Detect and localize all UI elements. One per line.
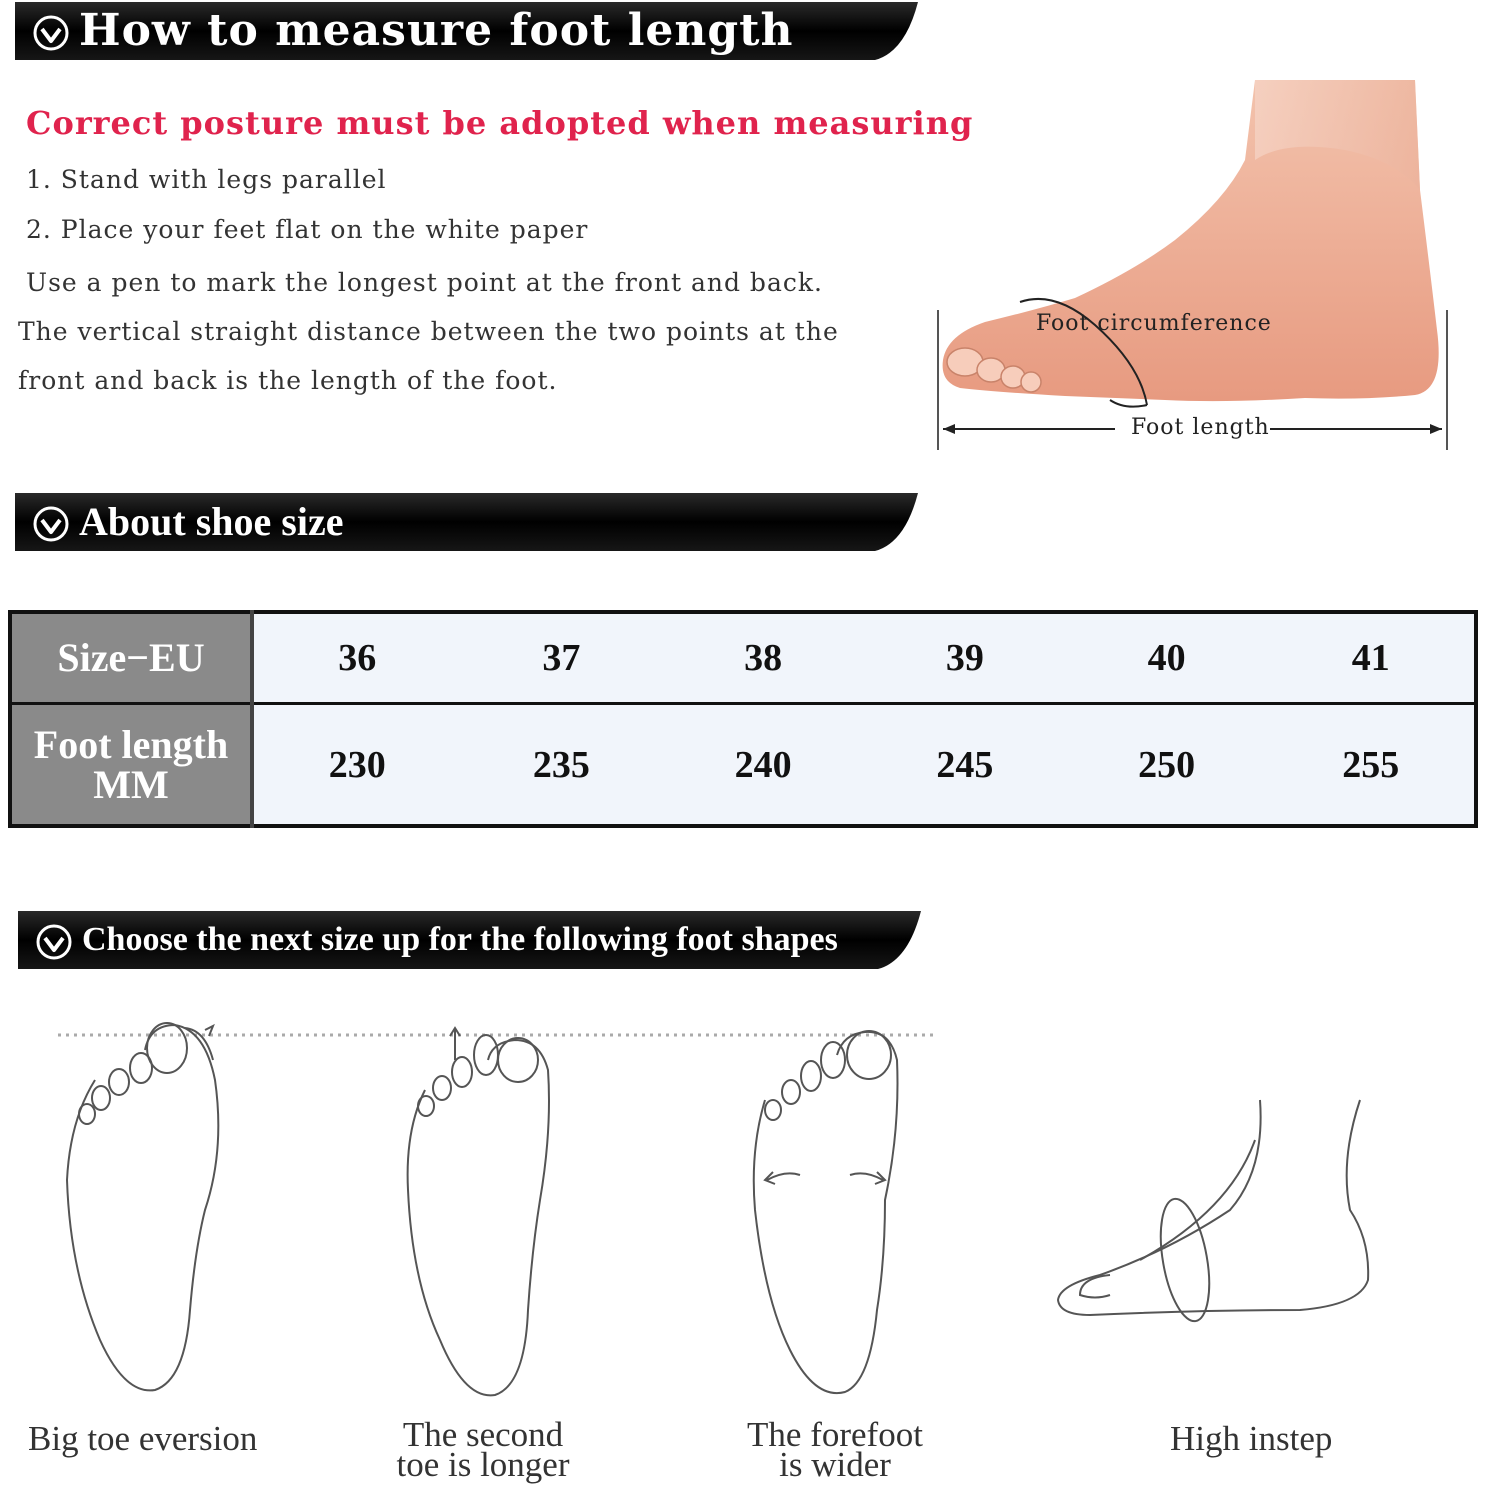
section-banner-size bbox=[15, 493, 920, 553]
length-cell: 245 bbox=[864, 704, 1066, 827]
section-banner-measure bbox=[15, 2, 920, 62]
chevron-down-circle-icon bbox=[33, 506, 69, 542]
length-cell: 250 bbox=[1066, 704, 1268, 827]
length-cell: 255 bbox=[1267, 704, 1476, 827]
row-header-foot-length bbox=[10, 704, 252, 827]
size-cell: 37 bbox=[461, 612, 663, 704]
table-row bbox=[10, 704, 1476, 827]
chevron-down-circle-icon bbox=[33, 15, 69, 51]
shape-label-line1: The forefoot bbox=[747, 1415, 923, 1454]
section-title: Choose the next size up for the following foot shapes bbox=[82, 921, 838, 958]
size-cell: 39 bbox=[864, 612, 1066, 704]
length-cell: 240 bbox=[662, 704, 864, 827]
chevron-down-circle-icon bbox=[36, 924, 72, 960]
length-cell: 230 bbox=[252, 704, 461, 827]
second-toe-longer-illustration bbox=[400, 1010, 560, 1400]
measure-instructions: Use a pen to mark the longest point at the front and back. The vertical straight distance between the two points at the front and back is the length of the foot. bbox=[18, 268, 839, 395]
shape-label-second-toe bbox=[388, 1415, 578, 1484]
posture-heading: Correct posture must be adopted when measuring bbox=[26, 104, 974, 142]
row-header-size-eu: Size−EU bbox=[10, 612, 252, 704]
forefoot-wider-illustration bbox=[745, 1010, 915, 1400]
foot-side-illustration bbox=[925, 70, 1465, 460]
foot-circumference-label: Foot circumference bbox=[1036, 311, 1272, 336]
size-chart-table bbox=[8, 610, 1478, 828]
row-header-line2: MM bbox=[93, 761, 169, 807]
size-cell: 36 bbox=[252, 612, 461, 704]
big-toe-eversion-illustration bbox=[55, 1010, 235, 1400]
high-instep-illustration bbox=[1050, 1010, 1380, 1340]
section-title: About shoe size bbox=[79, 499, 344, 544]
shape-label-high-instep bbox=[1170, 1419, 1333, 1458]
step-1: 1. Stand with legs parallel bbox=[26, 165, 387, 194]
row-header-line1: Foot length bbox=[33, 721, 229, 767]
size-cell: 41 bbox=[1267, 612, 1476, 704]
shape-label-big-toe bbox=[28, 1419, 258, 1458]
shape-label-line2: is wider bbox=[779, 1445, 891, 1484]
size-cell: 38 bbox=[662, 612, 864, 704]
shape-label-line1: The second bbox=[402, 1415, 564, 1454]
table-row bbox=[10, 612, 1476, 704]
shape-label-forefoot bbox=[735, 1415, 935, 1484]
shape-label-line2: toe is longer bbox=[396, 1445, 570, 1484]
section-title: How to measure foot length bbox=[79, 5, 794, 56]
foot-length-label: Foot length bbox=[1131, 415, 1270, 440]
section-banner-shapes bbox=[18, 911, 923, 971]
length-cell: 235 bbox=[461, 704, 663, 827]
step-2: 2. Place your feet flat on the white paper bbox=[26, 215, 589, 244]
size-cell: 40 bbox=[1066, 612, 1268, 704]
shape-label-line1: Big toe eversion bbox=[28, 1419, 258, 1458]
shape-label-line1: High instep bbox=[1170, 1419, 1333, 1458]
